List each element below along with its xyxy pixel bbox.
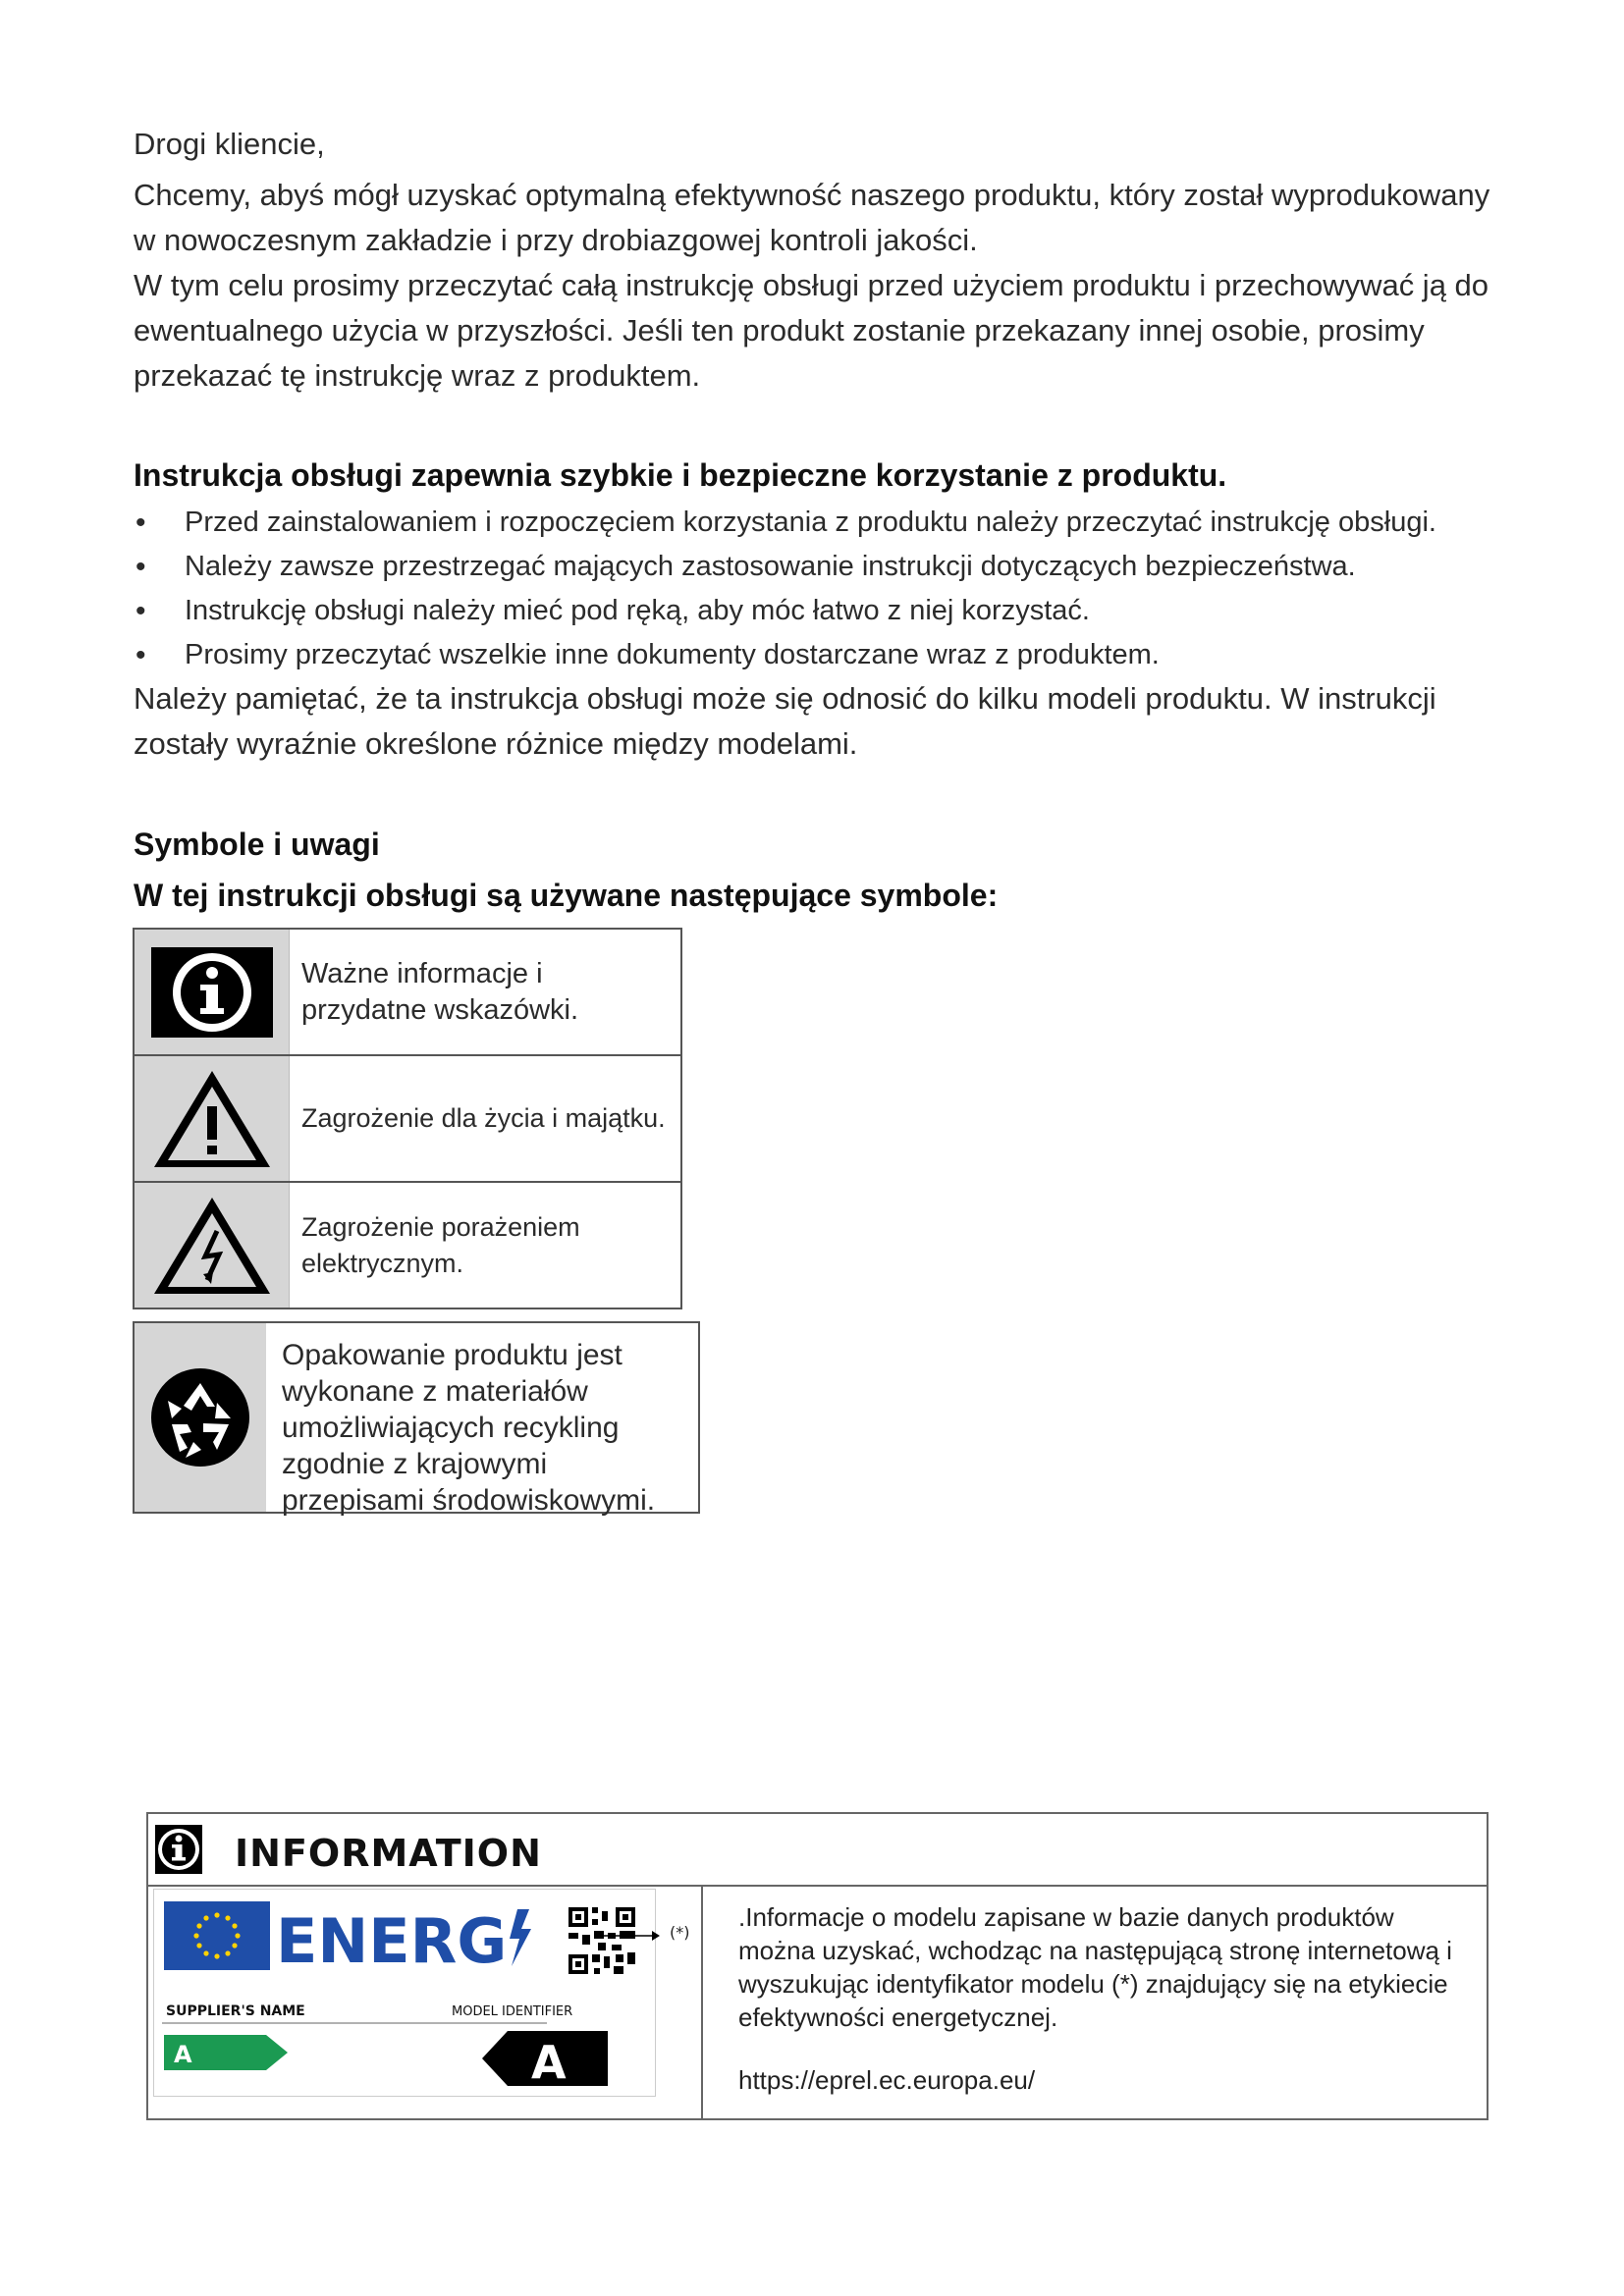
warning-icon bbox=[135, 1056, 290, 1181]
list-item: • Należy zawsze przestrzegać mających zastosowanie instrukcji dotyczących bezpieczeństwa. bbox=[134, 545, 1508, 589]
information-divider bbox=[701, 1885, 703, 2118]
recycle-note-box bbox=[133, 1321, 700, 1517]
svg-text:A: A bbox=[174, 2041, 192, 2068]
eu-flag-icon bbox=[164, 1901, 270, 1970]
symbol-row-electric bbox=[135, 1183, 680, 1308]
bullet-glyph: • bbox=[135, 507, 146, 539]
models-note: Należy pamiętać, że ta instrukcja obsługi może się odnosić do kilku modeli produktu. W instrukcji zostały wyraźnie określone różnice między modelami. bbox=[134, 681, 1436, 761]
symbol-row-warning bbox=[135, 1056, 680, 1183]
greeting: Drogi kliencie, bbox=[134, 127, 325, 161]
energy-brand: ENERG bbox=[276, 1905, 508, 1977]
symbol-info-description: Ważne informacje i przydatne wskazówki. bbox=[301, 957, 579, 1026]
list-item: • Przed zainstalowaniem i rozpoczęciem korzystania z produktu należy przeczytać instrukcję obsługi. bbox=[134, 501, 1508, 545]
symbol-warning-description: Zagrożenie dla życia i majątku. bbox=[301, 1103, 666, 1133]
intro-paragraph-1: Chcemy, abyś mógł uzyskać optymalną efektywność naszego produktu, który został wyprodukowany w nowoczesnym zakładzie i przy drobiazgowej kontroli jakości. bbox=[134, 178, 1490, 257]
info-icon bbox=[135, 930, 290, 1054]
information-box bbox=[146, 1812, 1489, 2120]
model-identifier-label: MODEL IDENTIFIER bbox=[452, 2004, 573, 2019]
symbol-row-info bbox=[135, 930, 680, 1056]
electric-hazard-icon bbox=[135, 1183, 290, 1308]
symbols-table bbox=[133, 928, 682, 1309]
eprel-link[interactable]: https://eprel.ec.europa.eu/ bbox=[738, 2065, 1036, 2095]
information-text: .Informacje o modelu zapisane w bazie danych produktów można uzyskać, wchodząc na następującą stronę internetową i wyszukując identyfikator modelu (*) znajdujący się na etykiecie efektywności energetycznej. bbox=[738, 1902, 1452, 2032]
recycle-icon bbox=[135, 1323, 266, 1512]
instruction-bullet-list bbox=[134, 501, 1508, 677]
information-title: INFORMATION bbox=[235, 1832, 542, 1875]
symbol-electric-description: Zagrożenie porażeniem elektrycznym. bbox=[301, 1211, 580, 1278]
bullet-glyph: • bbox=[135, 595, 146, 627]
lightning-icon bbox=[510, 1909, 531, 1966]
list-item: • Instrukcję obsługi należy mieć pod ręką, aby móc łatwo z niej korzystać. bbox=[134, 589, 1508, 633]
info-icon bbox=[154, 1824, 203, 1875]
bullet-glyph: • bbox=[135, 551, 146, 583]
svg-text:A: A bbox=[531, 2036, 567, 2089]
energy-label-example bbox=[153, 1889, 656, 2097]
recycle-description: Opakowanie produktu jest wykonane z materiałów umożliwiających recykling zgodnie z krajowymi przepisami środowiskowymi. bbox=[282, 1339, 656, 1517]
section-heading-instructions: Instrukcja obsługi zapewnia szybkie i bezpieczne korzystanie z produktu. bbox=[134, 457, 1227, 493]
list-item: • Prosimy przeczytać wszelkie inne dokumenty dostarczane wraz z produktem. bbox=[134, 633, 1508, 677]
asterisk-marker: (*) bbox=[670, 1923, 690, 1942]
section-subheading-symbols: W tej instrukcji obsługi są używane następujące symbole: bbox=[134, 878, 999, 913]
model-identifier-pointer bbox=[595, 1916, 703, 1955]
supplier-name-label: SUPPLIER'S NAME bbox=[166, 2003, 305, 2019]
information-header bbox=[148, 1814, 1487, 1887]
intro-paragraph-2: W tym celu prosimy przeczytać całą instrukcję obsługi przed użyciem produktu i przechowywać ją do ewentualnego użycia w przyszłości. Jeśli ten produkt zostanie przekazany innej osobie, prosimy przekazać tę instrukcję wraz z produktem. bbox=[134, 268, 1489, 393]
section-heading-symbols: Symbole i uwagi bbox=[134, 827, 380, 862]
bullet-glyph: • bbox=[135, 639, 146, 671]
